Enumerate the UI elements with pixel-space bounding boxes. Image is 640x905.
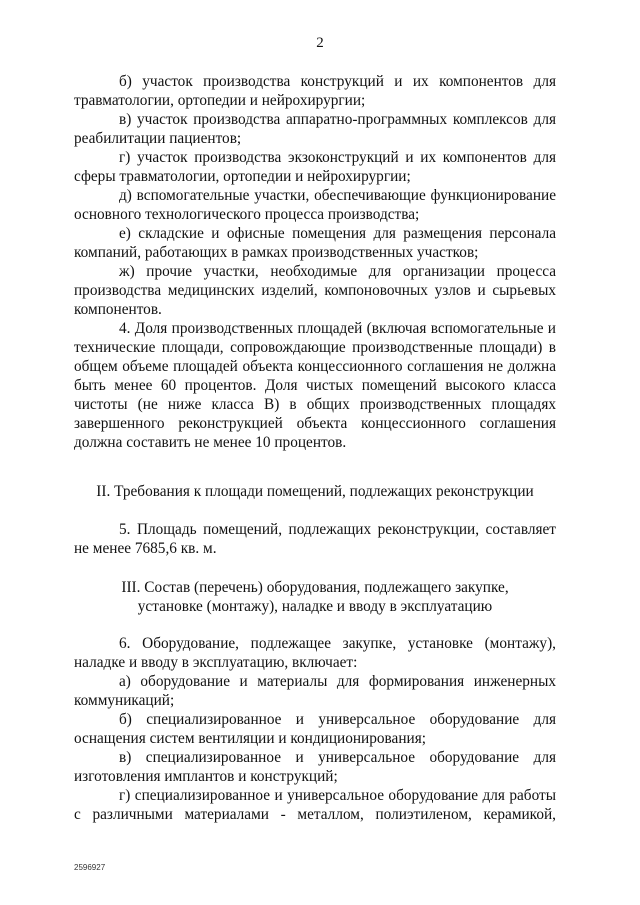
- list-block-2: [74, 634, 556, 824]
- paragraph-4: 4. Доля производственных площадей (включая вспомогательные и технические площади, сопровождающие производственные площади) в общем объеме площадей объекта концессионного соглашения не должна быть менее 60 процентов. Доля чистых помещений высокого класса чистоты (не ниже класса В) в общих производственных площадях завершенного реконструкцией объекта концессионного соглашения должна составить не менее 10 процентов.: [74, 320, 556, 451]
- equipment-item-a: а) оборудование и материалы для формирования инженерных коммуникаций;: [74, 673, 556, 709]
- list-item-g: г) участок производства экзоконструкций и их компонентов для сферы травматологии, ортопедии и нейрохирургии;: [74, 149, 556, 185]
- equipment-item-b: б) специализированное и универсальное оборудование для оснащения систем вентиляции и кондиционирования;: [74, 711, 556, 747]
- list-item-e: е) складские и офисные помещения для размещения персонала компаний, работающих в рамках производственных участков;: [74, 225, 556, 261]
- list-item-d: д) вспомогательные участки, обеспечивающие функционирование основного технологического процесса производства;: [74, 187, 556, 223]
- list-item-b: б) участок производства конструкций и их компонентов для травматологии, ортопедии и нейрохирургии;: [74, 73, 556, 109]
- section-2-heading: II. Требования к площади помещений, подлежащих реконструкции: [96, 483, 534, 500]
- section-3-heading-line2: установке (монтажу), наладке и вводу в эксплуатацию: [137, 598, 493, 615]
- paragraph-5: 5. Площадь помещений, подлежащих реконструкции, составляет не менее 7685,6 кв. м.: [74, 521, 556, 557]
- footer-code: 2596927: [74, 863, 106, 872]
- list-item-v: в) участок производства аппаратно-программных комплексов для реабилитации пациентов;: [74, 111, 556, 147]
- list-block-1: [74, 72, 556, 452]
- section-3-heading-line1: III. Состав (перечень) оборудования, подлежащего закупке,: [121, 579, 509, 596]
- paragraph-6: 6. Оборудование, подлежащее закупке, установке (монтажу), наладке и вводу в эксплуатацию, включает:: [74, 635, 556, 671]
- list-item-zh: ж) прочие участки, необходимые для организации процесса производства медицинских изделий, компоновочных узлов и сырьевых компонентов.: [74, 263, 556, 318]
- paragraph-5-block: [74, 520, 556, 558]
- page-number: 2: [316, 35, 324, 51]
- equipment-item-v: в) специализированное и универсальное оборудование для изготовления имплантов и конструкций;: [74, 749, 556, 785]
- section-2-heading-block: [74, 482, 556, 501]
- equipment-item-g: г) специализированное и универсальное оборудование для работы с различными материалами - металлом, полиэтиленом, керамикой,: [74, 787, 556, 823]
- section-3-heading-block: [74, 578, 556, 616]
